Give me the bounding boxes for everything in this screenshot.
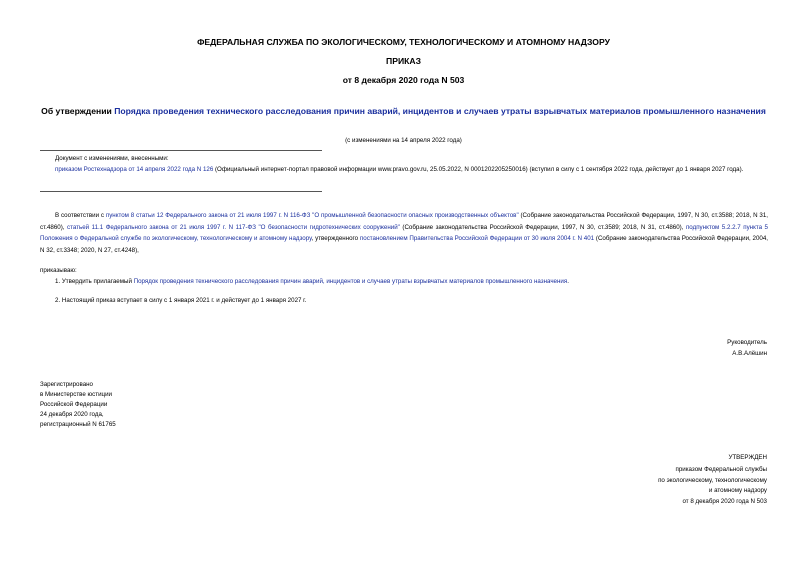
item1-suffix: . bbox=[567, 278, 569, 285]
basis-text-1: В соответствии с bbox=[55, 212, 106, 219]
registration-line: Российской Федерации bbox=[40, 401, 108, 408]
document-type: ПРИКАЗ bbox=[386, 56, 421, 66]
registration-line: 24 декабря 2020 года, bbox=[40, 411, 104, 418]
registration-block bbox=[40, 380, 116, 430]
order-item-2: 2. Настоящий приказ вступает в силу с 1 января 2021 г. и действует до 1 января 2027 г. bbox=[55, 297, 307, 304]
approval-line: УТВЕРЖДЕН bbox=[728, 454, 767, 461]
document-subject bbox=[40, 106, 767, 117]
basis-link-resolution[interactable]: постановлением Правительства Российской Федерации от 30 июля 2004 г. N 401 bbox=[359, 235, 595, 243]
approval-line: приказом Федеральной службы bbox=[675, 466, 767, 474]
document-date: от 8 декабря 2020 года N 503 bbox=[342, 75, 465, 85]
divider-bottom bbox=[40, 191, 322, 192]
item1-prefix: 1. Утвердить прилагаемый bbox=[55, 278, 134, 285]
subject-prefix: Об утверждении bbox=[41, 106, 115, 116]
signatory-title: Руководитель bbox=[727, 339, 767, 346]
approval-block bbox=[658, 453, 767, 507]
order-item-1 bbox=[55, 278, 767, 285]
signatory-name: А.В.Алёшин bbox=[732, 350, 767, 357]
changes-order-link[interactable]: приказом Ростехнадзора от 14 апреля 2022 года N 126 bbox=[55, 166, 214, 173]
organization-title: ФЕДЕРАЛЬНАЯ СЛУЖБА ПО ЭКОЛОГИЧЕСКОМУ, ТЕХНОЛОГИЧЕСКОМУ И АТОМНОМУ НАДЗОРУ bbox=[197, 37, 610, 47]
basis-link-law-117[interactable]: статьей 11.1 Федерального закона от 21 июля 1997 г. N 117-ФЗ "О безопасности гидротехнических сооружений" bbox=[67, 223, 400, 231]
basis-link-regulation[interactable]: подпунктом 5.2.2.7 пункта 5 Положения о Федеральной службе по экологическому, технологическому и атомному надзору bbox=[40, 223, 768, 243]
basis-text-2: (Собрание законодательства Российской Федерации, 1997, N 30, ст.3588; 2018, N 31, ст.4860), bbox=[40, 212, 769, 231]
registration-line: в Министерстве юстиции bbox=[40, 391, 113, 398]
order-word: приказываю: bbox=[40, 267, 77, 274]
registration-line: регистрационный N 61765 bbox=[40, 421, 116, 428]
registration-line: Зарегистрировано bbox=[40, 381, 93, 388]
changes-heading: Документ с изменениями, внесенными: bbox=[55, 155, 169, 162]
approval-line: и атомному надзору bbox=[708, 487, 767, 495]
divider-top bbox=[40, 150, 322, 151]
approval-line: от 8 декабря 2020 года N 503 bbox=[682, 497, 767, 505]
changes-text: (Официальный интернет-портал правовой информации www.pravo.gov.ru, 25.05.2022, N 0001202205250016) (вступил в силу с 1 сентября 2022 года, действует до 1 января 2027 года). bbox=[213, 166, 744, 173]
legal-basis-paragraph bbox=[40, 210, 768, 256]
basis-text-4: , утвержденного bbox=[311, 235, 360, 243]
basis-text-3: (Собрание законодательства Российской Федерации, 1997, N 30, ст.3589; 2018, N 31, ст.4860), bbox=[399, 223, 686, 231]
subject-order-link[interactable]: Порядка проведения технического расследования причин аварий, инцидентов и случаев утраты взрывчатых материалов промышленного назначения bbox=[114, 106, 766, 116]
changes-body bbox=[40, 165, 768, 175]
basis-link-law-116[interactable]: пунктом 8 статьи 12 Федерального закона от 21 июля 1997 г. N 116-ФЗ "О промышленной безопасности опасных производственных объектов" bbox=[105, 212, 519, 219]
amendment-note: (с изменениями на 14 апреля 2022 года) bbox=[345, 137, 462, 144]
basis-text-5: (Собрание законодательства Российской Федерации, 2004, N 32, ст.3348; 2020, N 27, ст.4248), bbox=[40, 235, 768, 254]
item1-procedure-link[interactable]: Порядок проведения технического расследования причин аварий, инцидентов и случаев утраты взрывчатых материалов промышленного назначения bbox=[133, 278, 568, 285]
approval-line: по экологическому, технологическому bbox=[658, 476, 767, 484]
